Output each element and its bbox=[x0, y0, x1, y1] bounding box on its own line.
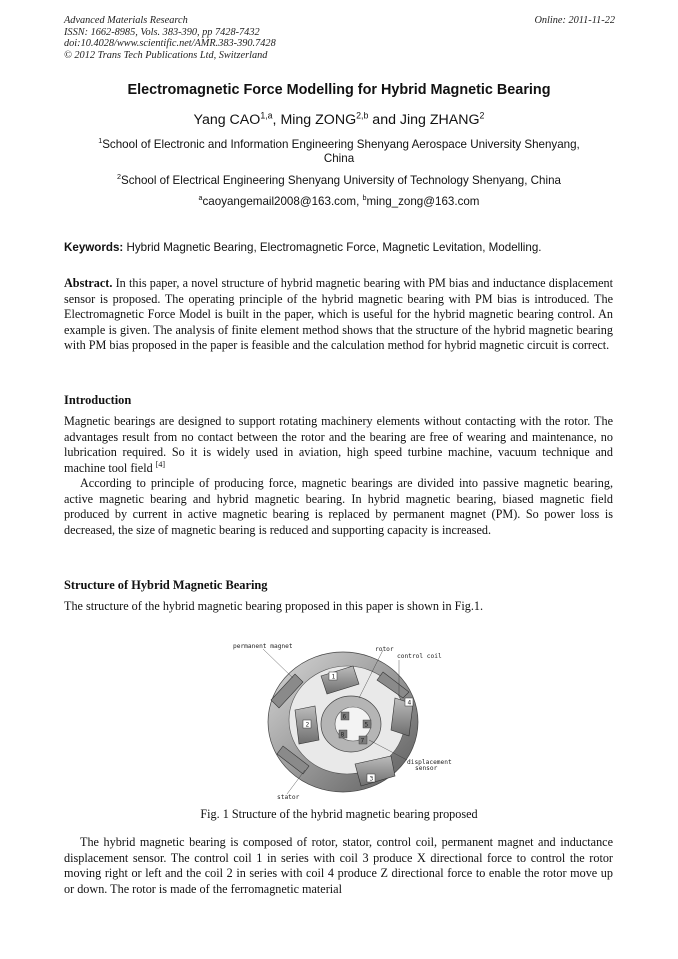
figure-caption: Fig. 1 Structure of the hybrid magnetic bearing proposed bbox=[200, 807, 478, 821]
email-address[interactable]: caoyangemail2008@163.com, bbox=[202, 195, 363, 208]
leader-line bbox=[263, 649, 293, 678]
abstract-text: In this paper, a novel structure of hybrid magnetic bearing with PM bias and inductance displacement sensor is proposed. The operating principle of the hybrid magnetic bearing with PM bias is introduced. The Electromagnetic Force Model is built in the paper, which is useful for the hybrid magnetic bearing control. An example is given. The analysis of finite element method shows that the structure of the hybrid magnetic bearing with PM bias proposed in the paper is feasible and the calculation method for hybrid magnetic circuit is correct. bbox=[64, 276, 613, 353]
sensor-number: 7 bbox=[360, 737, 365, 745]
intro-paragraph-1 bbox=[64, 414, 613, 476]
author-sup: 2,b bbox=[356, 110, 369, 121]
label-rotor: rotor bbox=[375, 646, 394, 653]
affiliation-text-2: China bbox=[323, 152, 355, 165]
sensor-number: 8 bbox=[340, 731, 345, 739]
online-date: Online: 2011-11-22 bbox=[534, 15, 615, 26]
author-separator: , bbox=[272, 112, 281, 128]
sensor-number: 5 bbox=[364, 721, 369, 729]
copyright: © 2012 Trans Tech Publications Ltd, Switzerland bbox=[64, 49, 268, 61]
keywords-label: Keywords: bbox=[64, 241, 124, 254]
author-sup: 2 bbox=[479, 110, 485, 121]
abstract bbox=[64, 276, 613, 354]
author-name: Jing ZHANG bbox=[399, 112, 480, 128]
journal-name: Advanced Materials Research bbox=[64, 15, 188, 26]
coil-number-1: 1 bbox=[331, 673, 336, 681]
label-control-coil: control coil bbox=[397, 653, 442, 660]
body-paragraph: The hybrid magnetic bearing is composed of rotor, stator, control coil, permanent magnet and inductance displacement sensor. The control coil 1 in series with coil 3 produce X directional force to control the rotor moving right or left and the coil 2 in series with coil 4 produce Z directional force to enable the rotor move up or down. The rotor is made of the ferromagnetic material bbox=[64, 835, 613, 896]
affiliation-text: School of Electrical Engineering Shenyang University of Technology Shenyang, China bbox=[121, 174, 561, 187]
label-permanent-magnet: permanent magnet bbox=[233, 643, 293, 650]
structure-heading: Structure of Hybrid Magnetic Bearing bbox=[64, 578, 268, 592]
email-address[interactable]: ming_zong@163.com bbox=[366, 195, 480, 208]
affiliation-2 bbox=[76, 174, 602, 188]
doi: doi:10.4028/www.scientific.net/AMR.383-390.7428 bbox=[64, 38, 276, 49]
label-stator: stator bbox=[277, 794, 300, 801]
keywords bbox=[64, 241, 624, 254]
author-name: Ming ZONG bbox=[280, 112, 357, 128]
author-name: Yang CAO bbox=[193, 112, 261, 128]
coil-number-3: 3 bbox=[369, 775, 374, 783]
label-displacement: displacement bbox=[407, 759, 452, 766]
affiliation-1 bbox=[76, 138, 602, 166]
issn: ISSN: 1662-8985, Vols. 383-390, pp 7428-7432 bbox=[64, 26, 260, 38]
intro-text: Magnetic bearings are designed to support rotating machinery elements without contacting with the rotor. The advantages result from no contact between the rotor and the bearing are free of wearing and maintenance, no lubrication required. So it is widely used in aviation, high speed turbine machine, vacuum technique and machine tool field bbox=[64, 414, 613, 475]
journal-header bbox=[64, 15, 276, 61]
affiliation-sup: 1 bbox=[98, 136, 103, 146]
email-sup: a bbox=[198, 193, 203, 203]
intro-paragraph-2: According to principle of producing force, magnetic bearings are divided into passive magnetic bearing, active magnetic bearing and hybrid magnetic bearing. In hybrid magnetic bearing, biased magnetic field produced by current in active magnetic bearing is replaced by permanent magnet (PM). So power loss is decreased, the size of magnetic bearing is reduced and supporting capacity is increased. bbox=[64, 476, 613, 537]
abstract-label: Abstract. bbox=[64, 276, 113, 290]
paper-title: Electromagnetic Force Modelling for Hybrid Magnetic Bearing bbox=[127, 82, 551, 98]
author-separator: and bbox=[368, 112, 400, 128]
email-line bbox=[76, 195, 602, 209]
keywords-text: Hybrid Magnetic Bearing, Electromagnetic Force, Magnetic Levitation, Modelling. bbox=[123, 241, 542, 254]
intro-heading: Introduction bbox=[64, 393, 132, 407]
label-sensor: sensor bbox=[415, 765, 438, 772]
sensor-number: 6 bbox=[342, 713, 347, 721]
coil-number-2: 2 bbox=[305, 721, 310, 729]
email-sup: b bbox=[362, 193, 367, 203]
coil-number-4: 4 bbox=[407, 699, 412, 707]
affiliation-text: School of Electronic and Information Engineering Shenyang Aerospace University Shenyang, bbox=[102, 138, 580, 151]
author-list bbox=[0, 112, 678, 128]
structure-paragraph: The structure of the hybrid magnetic bearing proposed in this paper is shown in Fig.1. bbox=[64, 599, 484, 613]
bearing-figure bbox=[223, 636, 458, 804]
affiliation-sup: 2 bbox=[117, 172, 121, 182]
author-sup: 1,a bbox=[260, 110, 273, 121]
citation[interactable]: [4] bbox=[155, 459, 166, 469]
